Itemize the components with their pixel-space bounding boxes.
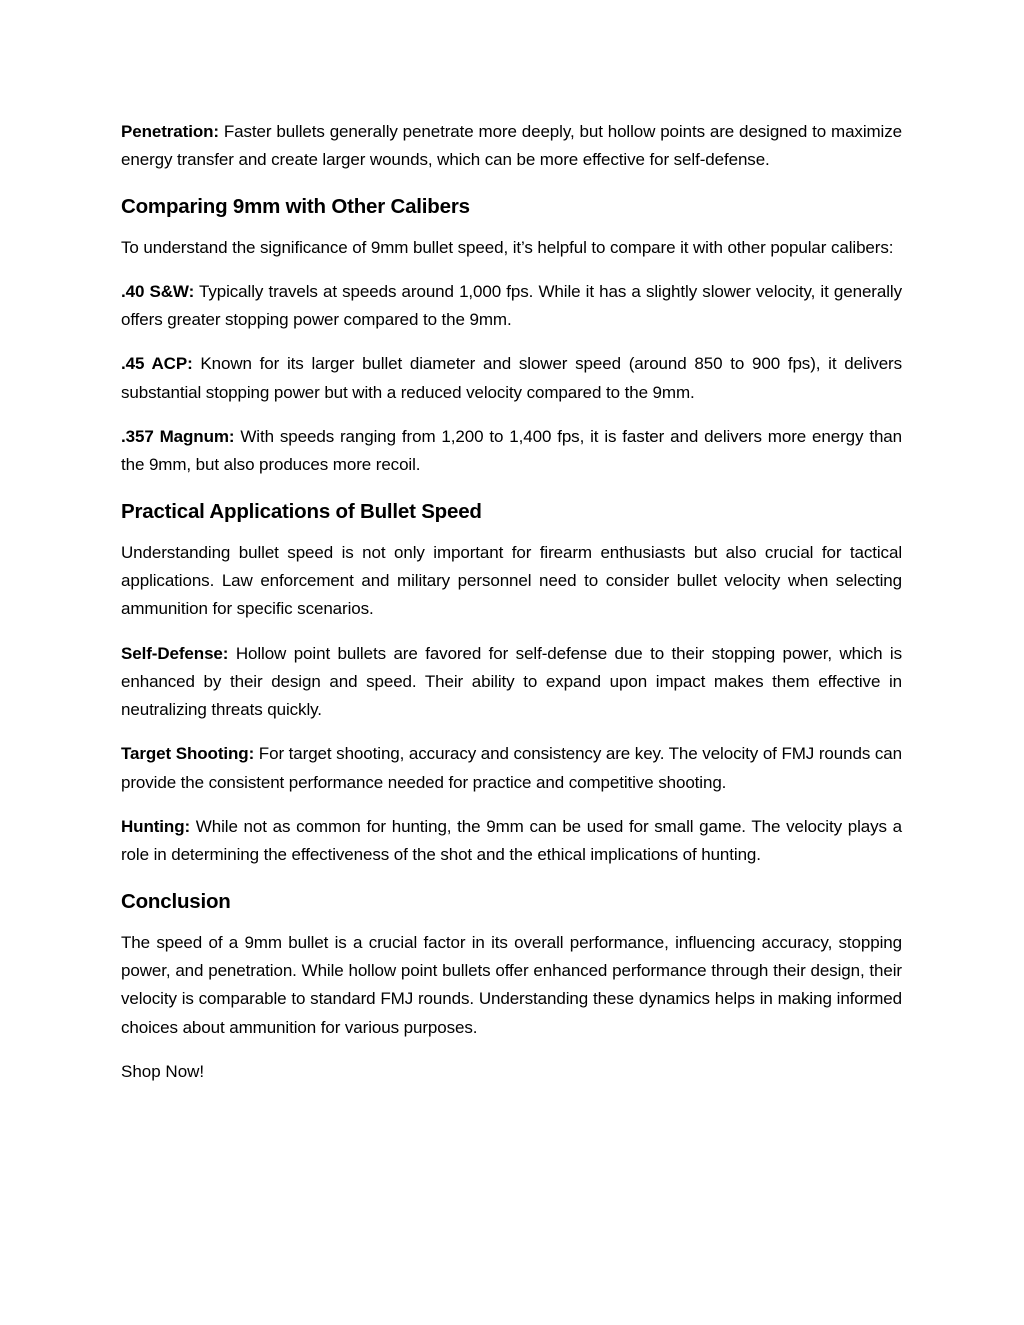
conclusion-heading: Conclusion <box>121 889 231 913</box>
self-defense-text: Hollow point bullets are favored for self-defense due to their stopping power, which is enhanced by their design and speed. Their ability to expand upon impact makes them effective in neutralizing threats quickly. <box>121 643 902 720</box>
caliber-45acp-label: .45 ACP: <box>121 354 193 374</box>
caliber-40sw-paragraph <box>121 278 902 335</box>
conclusion-paragraph: The speed of a 9mm bullet is a crucial factor in its overall performance, influencing accuracy, stopping power, and penetration. While hollow point bullets offer enhanced performance through their design, their velocity is comparable to standard FMJ rounds. Understanding these dynamics helps in making informed choices about ammunition for various purposes. <box>121 932 902 1037</box>
target-shooting-text: For target shooting, accuracy and consistency are key. The velocity of FMJ rounds can provide the consistent performance needed for practice and competitive shooting. <box>121 744 902 792</box>
document-page <box>121 118 902 1086</box>
comparing-intro: To understand the significance of 9mm bullet speed, it’s helpful to compare it with other popular calibers: <box>121 237 894 257</box>
self-defense-paragraph <box>121 640 902 725</box>
target-shooting-label: Target Shooting: <box>121 744 255 764</box>
shop-now-link[interactable]: Shop Now! <box>121 1061 205 1081</box>
penetration-label: Penetration: <box>121 122 219 141</box>
comparing-heading: Comparing 9mm with Other Calibers <box>121 194 470 218</box>
penetration-paragraph <box>121 118 902 175</box>
hunting-paragraph <box>121 813 902 870</box>
caliber-40sw-label: .40 S&W: <box>121 281 195 301</box>
caliber-357magnum-paragraph <box>121 423 902 480</box>
caliber-357magnum-text: With speeds ranging from 1,200 to 1,400 fps, it is faster and delivers more energy than the 9mm, but also produces more recoil. <box>121 427 903 475</box>
self-defense-label: Self-Defense: <box>121 643 229 663</box>
caliber-40sw-text: Typically travels at speeds around 1,000 fps. While it has a slightly slower velocity, it generally offers greater stopping power compared to the 9mm. <box>121 281 902 330</box>
target-shooting-paragraph <box>121 740 902 797</box>
practical-intro: Understanding bullet speed is not only important for firearm enthusiasts but also crucial for tactical applications. Law enforcement and military personnel need to consider bullet velocity when selecting ammunition for specific scenarios. <box>121 542 902 619</box>
practical-heading: Practical Applications of Bullet Speed <box>121 499 482 523</box>
caliber-357magnum-label: .357 Magnum: <box>121 427 235 447</box>
caliber-45acp-text: Known for its larger bullet diameter and slower speed (around 850 to 900 fps), it delivers substantial stopping power but with a reduced velocity compared to the 9mm. <box>121 354 903 402</box>
caliber-45acp-paragraph <box>121 350 902 407</box>
hunting-label: Hunting: <box>121 817 191 837</box>
hunting-text: While not as common for hunting, the 9mm can be used for small game. The velocity plays a role in determining the effectiveness of the shot and the ethical implications of hunting. <box>121 817 902 865</box>
penetration-text: Faster bullets generally penetrate more deeply, but hollow points are designed to maximize energy transfer and create larger wounds, which can be more effective for self-defense. <box>121 122 902 170</box>
